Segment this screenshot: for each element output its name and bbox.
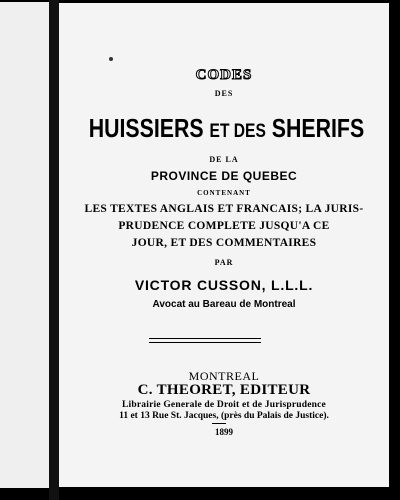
province: PROVINCE DE QUEBEC [150, 169, 298, 183]
main-title [88, 113, 365, 144]
author: VICTOR CUSSON, L.L.L. [134, 277, 314, 293]
facing-page [0, 2, 50, 488]
city: MONTREAL [188, 369, 260, 383]
title-codes: CODES [195, 67, 253, 83]
main-title-connector: ET DES [209, 121, 266, 142]
ink-speck [109, 57, 113, 61]
author-role: Avocat au Bareau de Montreal [152, 299, 296, 310]
publisher-line2: Librairie Generale de Droit et de Jurisprudence [122, 400, 326, 410]
contenant: CONTENANT [197, 189, 251, 197]
publisher-address: 11 et 13 Rue St. Jacques, (près du Palais de Justice). [119, 411, 329, 421]
book-gutter [49, 0, 59, 500]
description-line: PRUDENCE COMPLETE JUSQU'A CE [118, 220, 330, 232]
year-rule [212, 423, 226, 424]
decorative-rule [149, 338, 261, 343]
de-la: DE LA [209, 155, 239, 164]
main-title-part1: HUISSIERS [88, 113, 204, 143]
main-title-part2: SHERIFS [271, 113, 365, 143]
par: PAR [214, 258, 234, 267]
description [59, 201, 389, 252]
title-des: DES [214, 89, 234, 98]
year: 1899 [215, 427, 233, 437]
description-line: LES TEXTES ANGLAIS ET FRANCAIS; LA JURIS- [84, 203, 364, 215]
description-line: JOUR, ET DES COMMENTAIRES [131, 237, 317, 249]
title-page [59, 3, 389, 487]
publisher: C. THEORET, EDITEUR [137, 382, 311, 398]
